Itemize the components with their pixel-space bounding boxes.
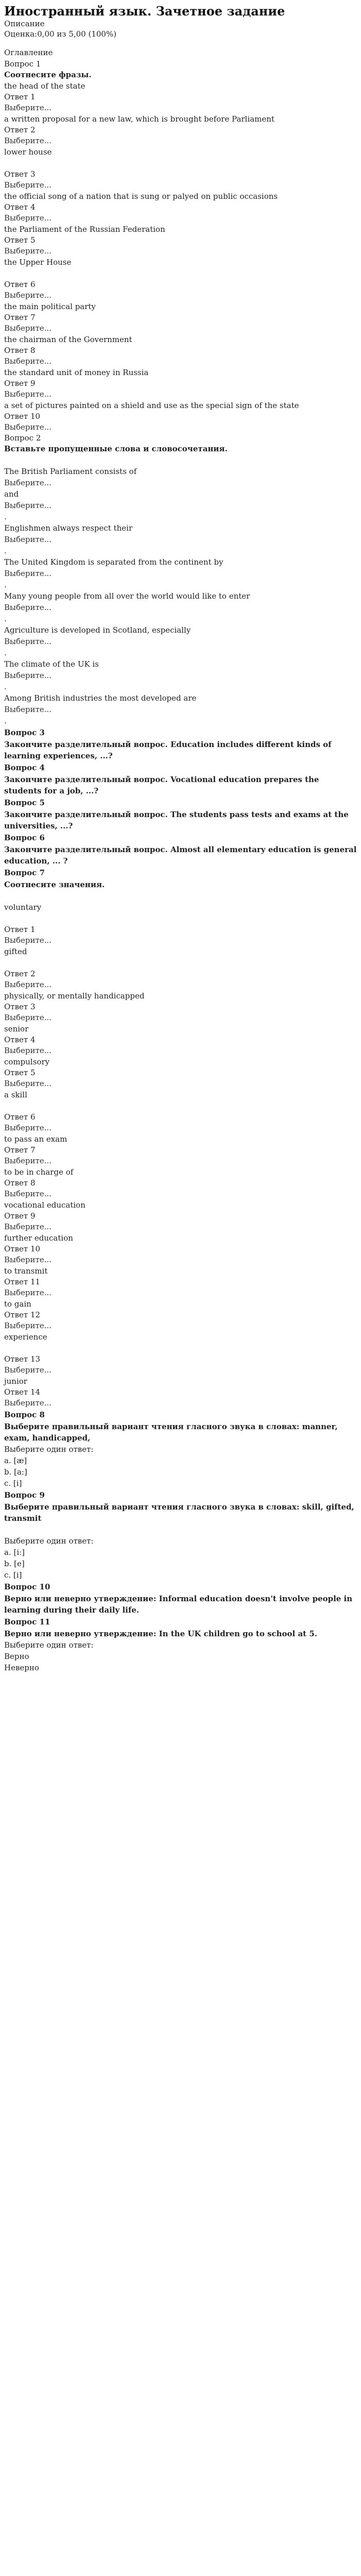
question-text: Верно или неверно утверждение: Informal education doesn't involve people in learning during their daily life. (4, 1594, 353, 1615)
option-a[interactable]: a. [i:] (4, 1548, 25, 1557)
question-11 (4, 1616, 357, 1673)
question-text: Закончите разделительный вопрос. Education includes different kinds of learning experiences, ...? (4, 740, 332, 760)
match-stem: the Parliament of the Russian Federation (4, 225, 165, 234)
match-stem: senior (4, 1024, 29, 1033)
question-text: Закончите разделительный вопрос. The students pass tests and exams at the universities, ...? (4, 810, 349, 831)
gap-select[interactable]: Выберите... (4, 535, 51, 544)
answer-select[interactable]: Выберите... (4, 1189, 51, 1198)
answer-label: Ответ 1 (4, 92, 36, 101)
answer-select[interactable]: Выберите... (4, 324, 51, 333)
answer-select[interactable]: Выберите... (4, 389, 51, 399)
answer-select[interactable]: Выберите... (4, 246, 51, 256)
description-label: Описание (4, 19, 45, 28)
question-text: Закончите разделительный вопрос. Vocational education prepares the students for a job, ...? (4, 775, 319, 795)
answer-label: Ответ 8 (4, 1178, 36, 1188)
answer-label: Ответ 8 (4, 346, 36, 355)
answer-label: Ответ 3 (4, 1002, 36, 1011)
choose-prompt: Выберите один ответ: (4, 1640, 94, 1650)
question-title: Вопрос 2 (4, 433, 41, 443)
question-title: Вопрос 9 (4, 1490, 45, 1500)
answer-label: Ответ 6 (4, 280, 36, 289)
option-true[interactable]: Верно (4, 1652, 29, 1661)
match-stem: the standard unit of money in Russia (4, 368, 149, 377)
match-stem: the Upper House (4, 258, 72, 267)
gap-connector: and (4, 489, 19, 499)
question-5 (4, 796, 357, 832)
answer-select[interactable]: Выберите... (4, 1365, 51, 1375)
gap-end: . (4, 716, 7, 725)
answer-select[interactable]: Выберите... (4, 936, 51, 945)
option-a[interactable]: a. [æ] (4, 1456, 27, 1465)
answer-select[interactable]: Выберите... (4, 1255, 51, 1264)
answer-label: Ответ 7 (4, 313, 36, 322)
gap-sentence: Many young people from all over the world would like to enter (4, 591, 250, 601)
answer-select[interactable]: Выберите... (4, 1156, 51, 1165)
question-instruction: Соотнесите фразы. (4, 70, 92, 79)
option-c[interactable]: c. [i] (4, 1570, 22, 1580)
question-1 (4, 59, 357, 433)
question-7 (4, 867, 357, 1409)
match-stem: compulsory (4, 1057, 50, 1066)
answer-select[interactable]: Выберите... (4, 1398, 51, 1408)
match-stem: voluntary (4, 903, 42, 912)
question-8 (4, 1409, 357, 1489)
answer-select[interactable]: Выберите... (4, 1013, 51, 1022)
answer-select[interactable]: Выберите... (4, 180, 51, 190)
question-title: Вопрос 3 (4, 728, 45, 737)
question-text: Выберите правильный вариант чтения гласного звука в словах: manner, exam, handicapped, (4, 1422, 338, 1443)
question-title: Вопрос 1 (4, 59, 41, 69)
answer-label: Ответ 9 (4, 1211, 36, 1221)
match-stem: the chairman of the Government (4, 335, 132, 344)
answer-label: Ответ 5 (4, 235, 36, 245)
answer-label: Ответ 10 (4, 1244, 41, 1253)
question-instruction: Вставьте пропущенные слова и словосочетания. (4, 444, 228, 453)
match-stem: further education (4, 1233, 73, 1243)
answer-label: Ответ 11 (4, 1277, 41, 1286)
option-b[interactable]: b. [a:] (4, 1467, 27, 1477)
question-2 (4, 433, 357, 726)
gap-end: . (4, 512, 7, 521)
question-title: Вопрос 10 (4, 1582, 50, 1591)
question-text: Верно или неверно утверждение: In the UK children go to school at 5. (4, 1629, 317, 1638)
match-stem: experience (4, 1332, 47, 1342)
score-text: Оценка:0,00 из 5,00 (100%) (4, 29, 117, 39)
answer-label: Ответ 4 (4, 1035, 36, 1044)
match-stem: a set of pictures painted on a shield and use as the special sign of the state (4, 401, 299, 410)
answer-select[interactable]: Выберите... (4, 1222, 51, 1231)
gap-sentence: Englishmen always respect their (4, 523, 133, 533)
choose-prompt: Выберите один ответ: (4, 1536, 94, 1546)
answer-label: Ответ 4 (4, 202, 36, 212)
answer-select[interactable]: Выберите... (4, 1288, 51, 1297)
gap-select[interactable]: Выберите... (4, 671, 51, 680)
match-stem: gifted (4, 947, 27, 956)
answer-label: Ответ 3 (4, 170, 36, 179)
question-title: Вопрос 5 (4, 798, 45, 807)
answer-label: Ответ 7 (4, 1145, 36, 1155)
question-title: Вопрос 11 (4, 1617, 50, 1626)
gap-sentence: Agriculture is developed in Scotland, especially (4, 625, 191, 635)
question-10 (4, 1581, 357, 1616)
question-text: Закончите разделительный вопрос. Almost all elementary education is general education, ... ? (4, 845, 357, 866)
question-3 (4, 726, 357, 761)
gap-end: . (4, 614, 7, 623)
answer-select[interactable]: Выберите... (4, 103, 51, 112)
match-stem: a skill (4, 1090, 27, 1099)
match-stem: junior (4, 1377, 27, 1386)
question-title: Вопрос 8 (4, 1410, 45, 1419)
match-stem: vocational education (4, 1200, 85, 1210)
answer-select[interactable]: Выберите... (4, 1079, 51, 1088)
answer-select[interactable]: Выберите... (4, 980, 51, 989)
question-4 (4, 761, 357, 796)
match-stem: to pass an exam (4, 1134, 67, 1144)
gap-select[interactable]: Выберите... (4, 569, 51, 578)
question-title: Вопрос 4 (4, 763, 45, 772)
match-stem: the official song of a nation that is sung or palyed on public occasions (4, 192, 278, 201)
match-stem: lower house (4, 147, 52, 157)
toc-link[interactable]: Оглавление (4, 48, 53, 57)
answer-select[interactable]: Выберите... (4, 136, 51, 145)
answer-label: Ответ 14 (4, 1387, 41, 1397)
gap-sentence: The British Parliament consists of (4, 467, 137, 476)
answer-label: Ответ 10 (4, 412, 41, 421)
option-false[interactable]: Неверно (4, 1663, 39, 1672)
choose-prompt: Выберите один ответ: (4, 1445, 94, 1454)
answer-label: Ответ 2 (4, 969, 36, 978)
question-instruction: Соотнесите значения. (4, 880, 105, 889)
page-title: Иностранный язык. Зачетное задание (4, 4, 285, 19)
answer-label: Ответ 1 (4, 925, 36, 934)
gap-end: . (4, 648, 7, 657)
answer-label: Ответ 6 (4, 1112, 36, 1122)
answer-select[interactable]: Выберите... (4, 422, 51, 432)
option-b[interactable]: b. [e] (4, 1559, 25, 1568)
question-title: Вопрос 7 (4, 868, 45, 877)
answer-select[interactable]: Выберите... (4, 1046, 51, 1055)
answer-select[interactable]: Выберите... (4, 213, 51, 223)
gap-select[interactable]: Выберите... (4, 603, 51, 612)
match-stem: the main political party (4, 302, 96, 311)
gap-select[interactable]: Выберите... (4, 637, 51, 646)
gap-sentence: The climate of the UK is (4, 659, 99, 669)
answer-label: Ответ 2 (4, 125, 36, 134)
answer-select[interactable]: Выберите... (4, 357, 51, 366)
answer-label: Ответ 5 (4, 1068, 36, 1077)
gap-end: . (4, 682, 7, 691)
match-list (4, 902, 357, 1409)
match-stem: to transmit (4, 1266, 48, 1276)
gap-select[interactable]: Выберите... (4, 501, 51, 510)
question-text: Выберите правильный вариант чтения гласного звука в словах: skill, gifted, transmit (4, 1502, 354, 1523)
match-stem: physically, or mentally handicapped (4, 991, 145, 1001)
gap-select[interactable]: Выберите... (4, 478, 51, 487)
match-list (4, 80, 357, 433)
gap-sentence: The United Kingdom is separated from the continent by (4, 557, 224, 567)
match-stem: to gain (4, 1299, 31, 1309)
answer-select[interactable]: Выберите... (4, 1123, 51, 1132)
answer-label: Ответ 9 (4, 379, 36, 388)
answer-label: Ответ 12 (4, 1310, 41, 1319)
gap-select[interactable]: Выберите... (4, 705, 51, 714)
question-title: Вопрос 6 (4, 833, 45, 842)
option-c[interactable]: c. [i] (4, 1479, 22, 1488)
gap-sentence: Among British industries the most developed are (4, 693, 197, 703)
gap-end: . (4, 546, 7, 555)
match-stem: a written proposal for a new law, which is brought before Parliament (4, 114, 274, 124)
question-6 (4, 832, 357, 867)
question-9 (4, 1489, 357, 1581)
answer-select[interactable]: Выберите... (4, 1321, 51, 1330)
answer-select[interactable]: Выберите... (4, 291, 51, 300)
answer-label: Ответ 13 (4, 1354, 41, 1364)
match-stem: to be in charge of (4, 1167, 74, 1177)
match-stem: the head of the state (4, 81, 85, 91)
gap-end: . (4, 580, 7, 589)
